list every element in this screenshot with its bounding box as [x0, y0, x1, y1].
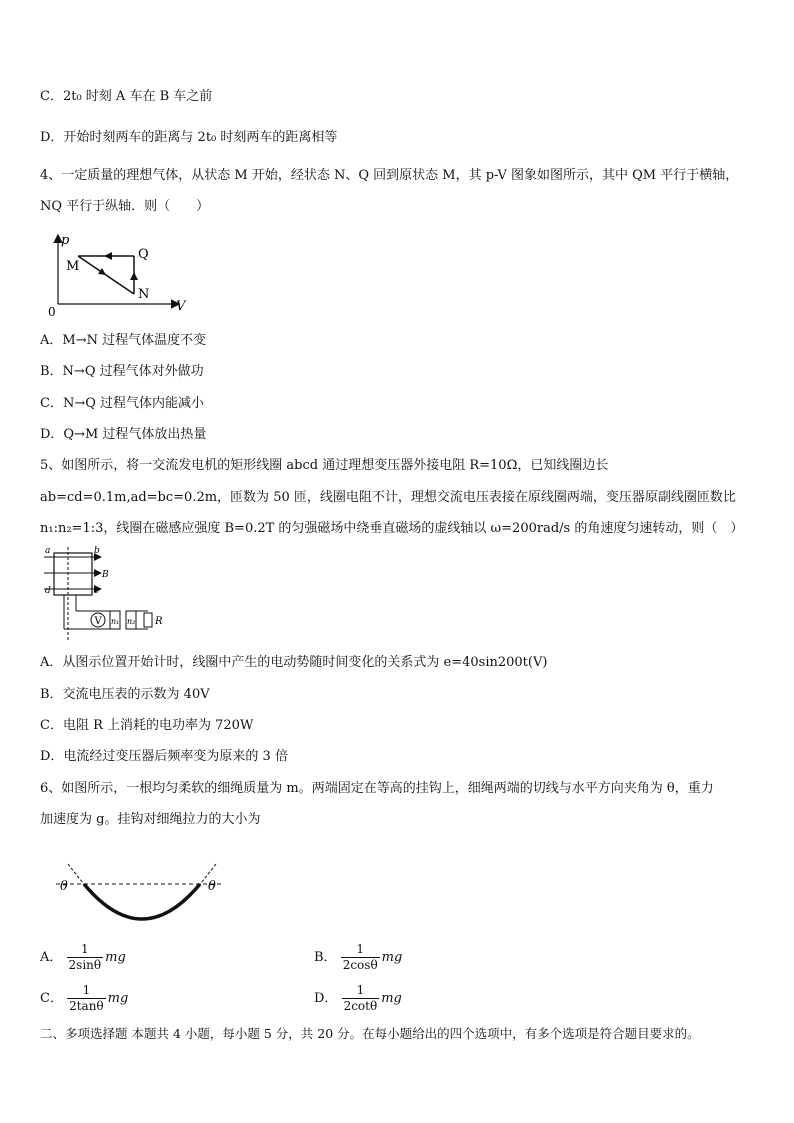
q5-stem-line3: n₁:n₂=1:3，线圈在磁感应强度 B=0.2T 的匀强磁场中绕垂直磁场的虚线轴以 ω=200rad/s 的角速度匀速转动，则（ ）	[40, 521, 744, 536]
q5-option-c: C．电阻 R 上消耗的电功率为 720W	[40, 718, 254, 733]
label-a: a	[45, 546, 51, 556]
label-q: Q	[138, 247, 149, 262]
label-c: c	[94, 586, 100, 596]
label-b: b	[94, 546, 100, 556]
label-n2: n₂	[127, 617, 136, 626]
q4-stem-line1: 4、一定质量的理想气体，从状态 M 开始，经状态 N、Q 回到原状态 M，其 p-V 图象如图所示，其中 QM 平行于横轴，	[40, 168, 739, 183]
q6-option-b	[314, 942, 402, 973]
fraction-denominator: 2tanθ	[69, 999, 104, 1013]
label-m: M	[66, 259, 80, 274]
label-r: R	[155, 616, 163, 627]
mg-term: mg	[105, 949, 126, 965]
fraction	[342, 983, 380, 1014]
q5-option-b: B．交流电压表的示数为 40V	[40, 687, 210, 702]
label-n1: n₁	[111, 617, 120, 626]
fraction	[341, 942, 380, 973]
option-label: D．	[314, 991, 338, 1006]
mg-term: mg	[107, 990, 129, 1006]
label-d: d	[45, 586, 51, 596]
label-b-field: B	[102, 570, 109, 580]
label-p: p	[61, 233, 70, 248]
q6-option-c	[40, 983, 128, 1014]
pv-diagram	[42, 230, 202, 320]
resistor-r	[144, 613, 152, 627]
label-origin: 0	[48, 305, 56, 319]
fraction-numerator: 1	[67, 983, 106, 999]
fraction-denominator: 2cotθ	[343, 999, 378, 1013]
theta-left: θ	[60, 879, 68, 894]
arrow-mn	[98, 268, 106, 275]
arrow-nq	[130, 272, 138, 280]
q6-stem-line2: 加速度为 g。挂钩对细绳拉力的大小为	[40, 812, 261, 827]
rope-diagram	[52, 858, 232, 928]
q5-option-a: A．从图示位置开始计时，线圈中产生的电动势随时间变化的关系式为 e=40sin200t(V)	[40, 655, 548, 670]
fraction-denominator: 2cosθ	[342, 958, 378, 972]
section-2-heading: 二、多项选择题 本题共 4 小题，每小题 5 分，共 20 分。在每小题给出的四个选项中，有多个选项是符合题目要求的。	[40, 1026, 700, 1041]
q5-stem-line1: 5、如图所示，将一交流发电机的矩形线圈 abcd 通过理想变压器外接电阻 R=10Ω，已知线圈边长	[40, 458, 609, 473]
q6-stem-line1: 6、如图所示，一根均匀柔软的细绳质量为 m。两端固定在等高的挂钩上，细绳两端的切线与水平方向夹角为 θ，重力	[40, 781, 714, 796]
q4-option-b: B．N→Q 过程气体对外做功	[40, 364, 204, 379]
mg-term: mg	[381, 990, 402, 1006]
q3-option-c: C．2t₀ 时刻 A 车在 B 车之前	[40, 89, 213, 104]
option-label: A．	[40, 950, 63, 965]
fraction	[67, 983, 106, 1014]
mg-term: mg	[381, 949, 403, 965]
q4-option-c: C．N→Q 过程气体内能减小	[40, 396, 205, 411]
arrow-qm	[104, 252, 112, 260]
q5-option-d: D．电流经过变压器后频率变为原来的 3 倍	[40, 749, 288, 764]
fraction-numerator: 1	[342, 983, 380, 999]
voltmeter-label: V	[94, 616, 102, 627]
fraction	[67, 942, 104, 973]
q4-option-d: D．Q→M 过程气体放出热量	[40, 427, 207, 442]
q6-option-d	[314, 983, 402, 1014]
q3-option-d: D．开始时刻两车的距离与 2t₀ 时刻两车的距离相等	[40, 130, 338, 145]
fraction-numerator: 1	[67, 942, 104, 958]
q6-option-a	[40, 942, 126, 973]
fraction-denominator: 2sinθ	[68, 958, 102, 972]
fraction-numerator: 1	[341, 942, 380, 958]
option-label: C．	[40, 991, 63, 1006]
q4-stem-line2: NQ 平行于纵轴．则（ ）	[40, 199, 210, 214]
rope-curve	[84, 884, 200, 919]
label-v: V	[176, 299, 186, 314]
label-n: N	[138, 287, 150, 302]
q4-option-a: A．M→N 过程气体温度不变	[40, 333, 207, 348]
option-label: B．	[314, 950, 337, 965]
q5-stem-line2: ab=cd=0.1m,ad=bc=0.2m，匝数为 50 匝，线圈电阻不计，理想交流电压表接在原线圈两端，变压器原副线圈匝数比	[40, 490, 736, 505]
generator-transformer-diagram	[40, 545, 170, 645]
theta-right: θ	[208, 879, 216, 894]
